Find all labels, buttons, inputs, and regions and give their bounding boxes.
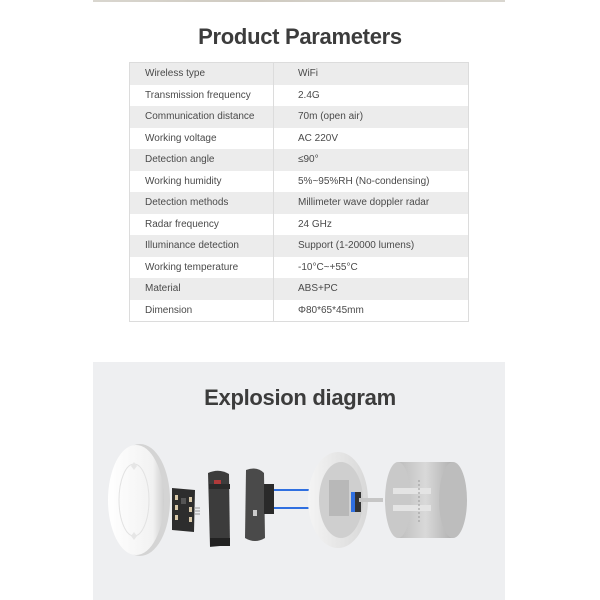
table-row bbox=[130, 235, 469, 257]
param-value: Millimeter wave doppler radar bbox=[274, 192, 469, 214]
front-cover-part bbox=[108, 444, 170, 556]
table-row bbox=[130, 300, 469, 322]
param-label: Detection methods bbox=[130, 192, 274, 214]
main-pcb-part bbox=[245, 469, 311, 541]
param-value: AC 220V bbox=[274, 128, 469, 150]
param-value: ABS+PC bbox=[274, 278, 469, 300]
table-row bbox=[130, 278, 469, 300]
table-row bbox=[130, 149, 469, 171]
param-label: Working humidity bbox=[130, 171, 274, 193]
table-row bbox=[130, 214, 469, 236]
back-housing-part bbox=[385, 462, 467, 538]
param-value: Support (1-20000 lumens) bbox=[274, 235, 469, 257]
mounting-ring-part bbox=[308, 452, 383, 548]
param-value: 24 GHz bbox=[274, 214, 469, 236]
param-label: Detection angle bbox=[130, 149, 274, 171]
table-row bbox=[130, 128, 469, 150]
table-row bbox=[130, 192, 469, 214]
parameters-table bbox=[129, 62, 469, 322]
param-value: WiFi bbox=[274, 63, 469, 85]
param-label: Illuminance detection bbox=[130, 235, 274, 257]
param-label: Communication distance bbox=[130, 106, 274, 128]
param-label: Working temperature bbox=[130, 257, 274, 279]
param-value: -10°C~+55°C bbox=[274, 257, 469, 279]
radar-module-part bbox=[208, 471, 230, 547]
param-value: 70m (open air) bbox=[274, 106, 469, 128]
sensor-pcb-part bbox=[172, 488, 200, 532]
table-row bbox=[130, 63, 469, 85]
param-value: 2.4G bbox=[274, 85, 469, 107]
table-row bbox=[130, 257, 469, 279]
table-row bbox=[130, 85, 469, 107]
param-label: Transmission frequency bbox=[130, 85, 274, 107]
param-value: ≤90° bbox=[274, 149, 469, 171]
section-title-parameters: Product Parameters bbox=[198, 24, 402, 49]
section-title-explosion: Explosion diagram bbox=[204, 385, 396, 410]
param-label: Radar frequency bbox=[130, 214, 274, 236]
param-value: Φ80*65*45mm bbox=[274, 300, 469, 322]
top-divider bbox=[93, 0, 505, 2]
param-value: 5%~95%RH (No-condensing) bbox=[274, 171, 469, 193]
table-row bbox=[130, 171, 469, 193]
table-row bbox=[130, 106, 469, 128]
param-label: Working voltage bbox=[130, 128, 274, 150]
explosion-diagram bbox=[93, 440, 505, 570]
param-label: Dimension bbox=[130, 300, 274, 322]
param-label: Wireless type bbox=[130, 63, 274, 85]
param-label: Material bbox=[130, 278, 274, 300]
